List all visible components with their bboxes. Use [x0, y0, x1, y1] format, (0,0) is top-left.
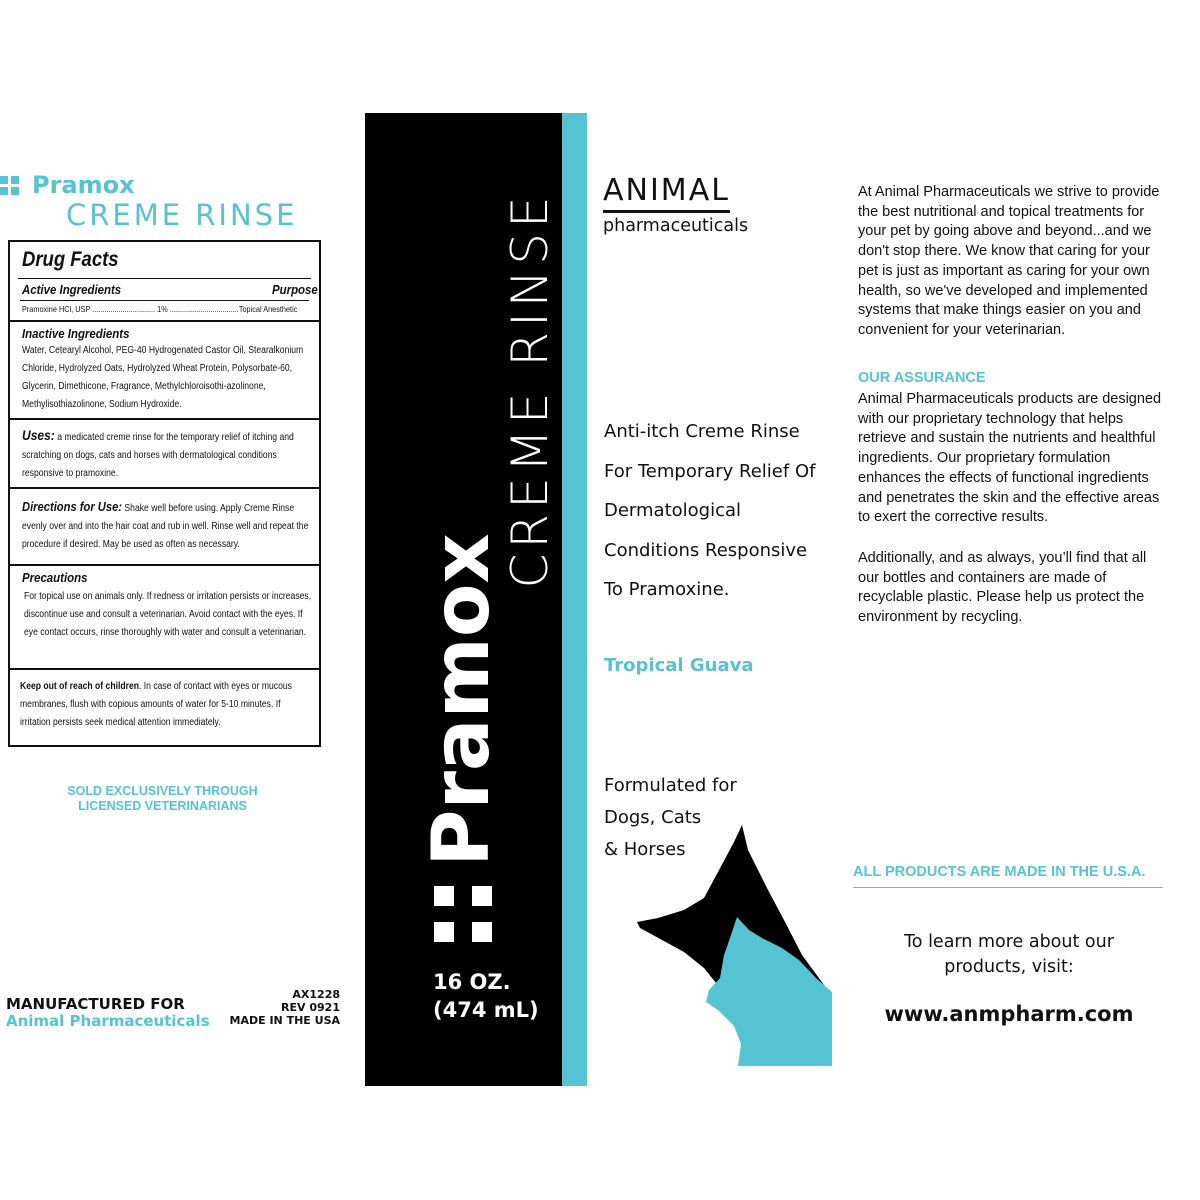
- active-percent: 1%: [157, 304, 168, 314]
- volume-label: [433, 968, 539, 1024]
- website-link[interactable]: www.anmpharm.com: [884, 1002, 1134, 1026]
- vertical-brand-name: Pramox: [417, 533, 507, 867]
- active-dots-right: ..................................: [169, 304, 239, 314]
- directions-block: [22, 498, 314, 554]
- sold-exclusively-notice: [40, 784, 285, 814]
- pramox-logo: [0, 170, 330, 200]
- precautions-heading: Precautions: [22, 570, 88, 585]
- formulated-line: Dogs, Cats: [604, 807, 702, 828]
- divider: [18, 278, 311, 279]
- logo-pharmaceuticals-text: pharmaceuticals: [603, 216, 749, 236]
- divider: [10, 418, 319, 420]
- divider: [10, 564, 319, 566]
- made-in-usa-label: MADE IN THE USA: [229, 1014, 340, 1027]
- made-in-usa-banner: ALL PRODUCTS ARE MADE IN THE U.S.A.: [853, 864, 1163, 888]
- description-line: Conditions Responsive: [604, 539, 808, 561]
- active-purpose: Topical Anesthetic: [238, 304, 298, 314]
- formulated-line: & Horses: [604, 839, 686, 860]
- directions-heading: Directions for Use:: [22, 499, 123, 514]
- sold-line-1: SOLD EXCLUSIVELY THROUGH: [67, 784, 258, 798]
- uses-heading: Uses:: [22, 427, 55, 443]
- logo-animal-text: ANIMAL: [603, 174, 730, 213]
- active-ingredient-row: [22, 304, 297, 314]
- learn-more-text: To learn more about our products, visit:: [904, 932, 1114, 977]
- keep-out-block: [20, 678, 312, 732]
- inactive-ingredients-heading: Inactive Ingredients: [22, 326, 130, 341]
- inactive-ingredients-text: Water, Cetearyl Alcohol, PEG-40 Hydrogenated Castor Oil, Stearalkonium Chloride, Hydrolyzed Oats, Hydrolyzed Wheat Protein, Polysorbate-60, Glycerin, Dimethicone, Fragrance, Methylchloroisothi-azolinone, Methylisothiazolinone, Sodium Hydroxide.: [22, 345, 304, 410]
- volume-ml: (474 mL): [433, 998, 539, 1022]
- dog-cat-silhouette-icon: [634, 820, 834, 1066]
- purpose-heading: Purpose: [272, 282, 318, 297]
- uses-text: a medicated creme rinse for the temporary relief of itching and scratching on dogs, cats and horses with dermatological conditions responsive to pramoxine.: [22, 432, 294, 479]
- description-line: Dermatological: [604, 500, 742, 521]
- revision-code: REV 0921: [281, 1001, 340, 1014]
- description-line: To Pramoxine.: [604, 579, 730, 600]
- manufacturer-block: [6, 996, 210, 1030]
- description-line: Anti-itch Creme Rinse: [604, 421, 800, 442]
- uses-block: [22, 426, 314, 483]
- active-ingredient-name: Pramoxine HCl, USP: [22, 304, 91, 314]
- divider: [10, 487, 319, 489]
- product-code: AX1228: [292, 988, 340, 1001]
- keep-out-heading: Keep out of reach of children: [20, 681, 139, 692]
- product-codes: [222, 988, 340, 1027]
- active-ingredients-heading: Active Ingredients: [22, 282, 122, 297]
- recycle-paragraph: Additionally, and as always, you’ll find that all our bottles and containers are made of recyclable plastic. Please help us protect the environment by recycling.: [858, 550, 1147, 626]
- product-description: [604, 412, 844, 610]
- active-dots-left: ...............................: [92, 304, 156, 314]
- drug-facts-panel: [8, 240, 321, 747]
- manufactured-for-label: MANUFACTURED FOR: [6, 995, 185, 1013]
- precautions-text: For topical use on animals only. If redness or irritation persists or increases, discontinue use and consult a veterinarian. Avoid contact with the eyes. If eye contact occurs, rinse thoroughly with water and consult a veterinarian.: [24, 591, 312, 638]
- divider: [10, 668, 319, 670]
- scent-label: Tropical Guava: [604, 655, 754, 676]
- volume-oz: 16 OZ.: [433, 970, 511, 994]
- divider: [10, 320, 319, 322]
- sold-line-2: LICENSED VETERINARIANS: [78, 799, 247, 813]
- assurance-heading: OUR ASSURANCE: [858, 370, 986, 386]
- brand-dots-icon: [434, 886, 492, 942]
- divider: [20, 300, 309, 301]
- vertical-creme-rinse: CREME RINSE: [501, 191, 559, 589]
- assurance-paragraph: Animal Pharmaceuticals products are designed with our proprietary technology that helps retrieve and sustain the nutrients and healthful ingredients. Our proprietary formulation enhances the effects of functional ingredients and penetrates the skin and the effective areas to exert the corrective results.: [858, 391, 1162, 526]
- animal-pharmaceuticals-logo: [603, 174, 748, 236]
- directions-text: Shake well before using. Apply Creme Rinse evenly over and into the hair coat and rub in well. Rinse well and repeat the procedure if desired. May be used as often as necessary.: [22, 503, 309, 550]
- logo-dots-icon: [0, 176, 19, 195]
- brand-name: Pramox: [32, 171, 135, 199]
- product-subtitle: CREME RINSE: [66, 198, 298, 232]
- center-accent-stripe: [562, 113, 587, 1086]
- drug-facts-title: Drug Facts: [22, 248, 119, 271]
- description-line: For Temporary Relief Of: [604, 460, 816, 482]
- keep-out-text: . In case of contact with eyes or mucous membranes, flush with copious amounts of water for 5-10 minutes. If irritation persists seek medical attention immediately.: [20, 681, 292, 728]
- formulated-line: Formulated for: [604, 775, 737, 796]
- manufacturer-name: Animal Pharmaceuticals: [6, 1012, 210, 1030]
- intro-paragraph: At Animal Pharmaceuticals we strive to provide the best nutritional and topical treatments for your pet by going above and beyond...and we don't stop there. We know that caring for your pet is just as important as caring for your own health, so we've developed and implemented systems that make things easier on you and convenient for your veterinarian.: [858, 184, 1160, 338]
